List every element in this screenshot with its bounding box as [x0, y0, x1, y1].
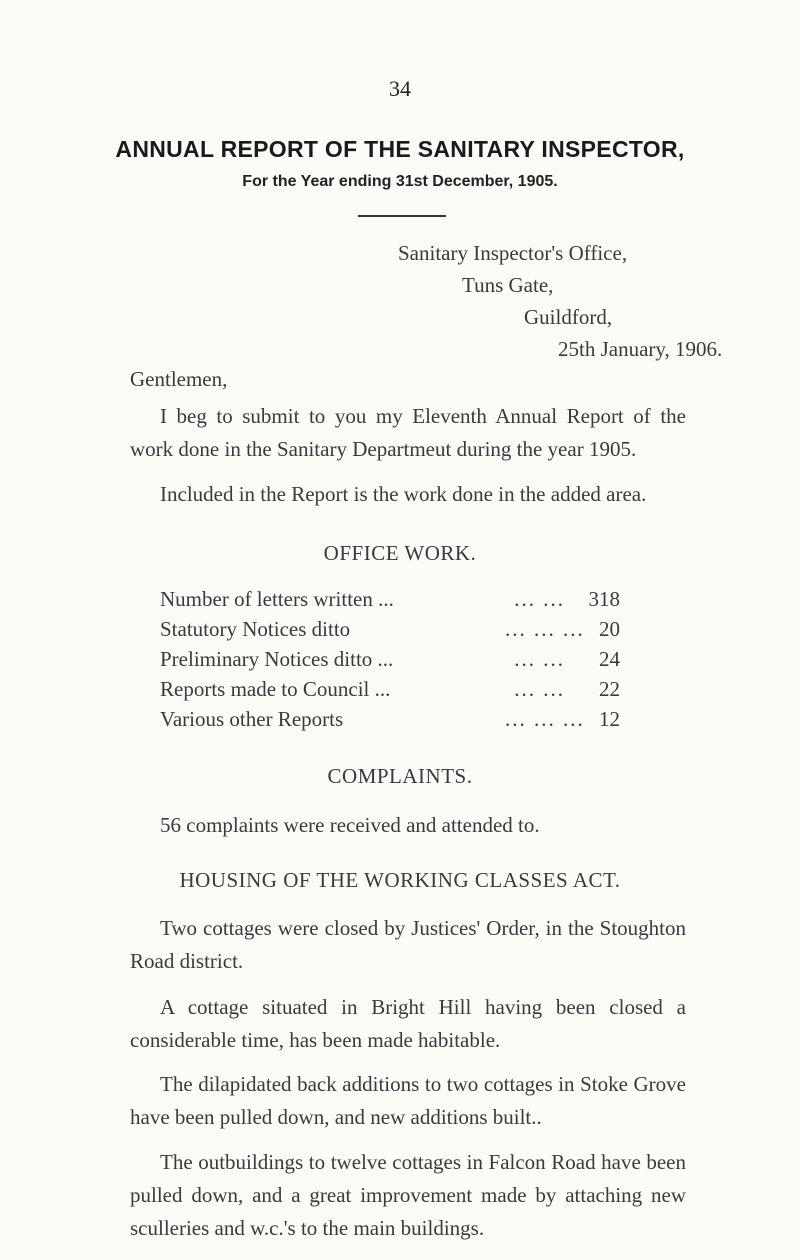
- office-work-row: [160, 617, 620, 647]
- page-number: 34: [389, 76, 411, 101]
- office-work-value: 12: [599, 707, 620, 731]
- office-work-value: 20: [599, 617, 620, 641]
- report-heading: ANNUAL REPORT OF THE SANITARY INSPECTOR,: [115, 136, 685, 162]
- housing-paragraph: A cottage situated in Bright Hill having been closed a considerable time, has been made habitable.: [130, 995, 686, 1052]
- salutation: Gentlemen,: [130, 367, 228, 391]
- office-work-label: Number of letters written ...: [160, 587, 394, 611]
- office-work-row: [160, 587, 620, 617]
- office-work-label: Reports made to Council ...: [160, 677, 391, 701]
- address-line-street: Tuns Gate,: [462, 273, 554, 297]
- office-work-title: OFFICE WORK.: [323, 541, 477, 565]
- office-work-dots: ... ...: [514, 587, 565, 611]
- report-subheading: For the Year ending 31st December, 1905.: [242, 173, 558, 190]
- office-work-row: [160, 707, 620, 737]
- office-work-value: 22: [599, 677, 620, 701]
- office-work-row: [160, 677, 620, 707]
- office-work-label: Various other Reports: [160, 707, 344, 731]
- office-work-value: 24: [599, 647, 620, 671]
- office-work-label: Statutory Notices ditto: [160, 617, 351, 641]
- office-work-dots: ... ...: [514, 677, 565, 701]
- added-area-paragraph: Included in the Report is the work done in the added area.: [160, 482, 647, 506]
- intro-paragraph: I beg to submit to you my Eleventh Annual Report of the work done in the Sanitary Departmeut during the year 1905.: [130, 404, 686, 461]
- office-work-label: Preliminary Notices ditto ...: [160, 647, 394, 671]
- complaints-title: COMPLAINTS.: [327, 764, 473, 788]
- complaints-paragraph: 56 complaints were received and attended to.: [160, 813, 540, 837]
- address-line-town: Guildford,: [524, 305, 613, 329]
- housing-title: HOUSING OF THE WORKING CLASSES ACT.: [179, 868, 621, 892]
- office-work-value: 318: [588, 587, 620, 611]
- housing-paragraph: Two cottages were closed by Justices' Order, in the Stoughton Road district.: [130, 916, 686, 973]
- office-work-dots: ... ...: [514, 647, 565, 671]
- address-line-office: Sanitary Inspector's Office,: [398, 241, 628, 265]
- housing-paragraph: The outbuildings to twelve cottages in Falcon Road have been pulled down, and a great improvement made by attaching new sculleries and w.c.'s to the main buildings.: [130, 1150, 686, 1240]
- office-work-dots: ... ... ...: [505, 617, 585, 641]
- heading-rule: [358, 215, 446, 217]
- letter-date: 25th January, 1906.: [558, 337, 723, 361]
- office-work-row: [160, 647, 620, 677]
- office-work-dots: ... ... ...: [505, 707, 585, 731]
- housing-paragraph: The dilapidated back additions to two cottages in Stoke Grove have been pulled down, and new additions built..: [130, 1072, 686, 1129]
